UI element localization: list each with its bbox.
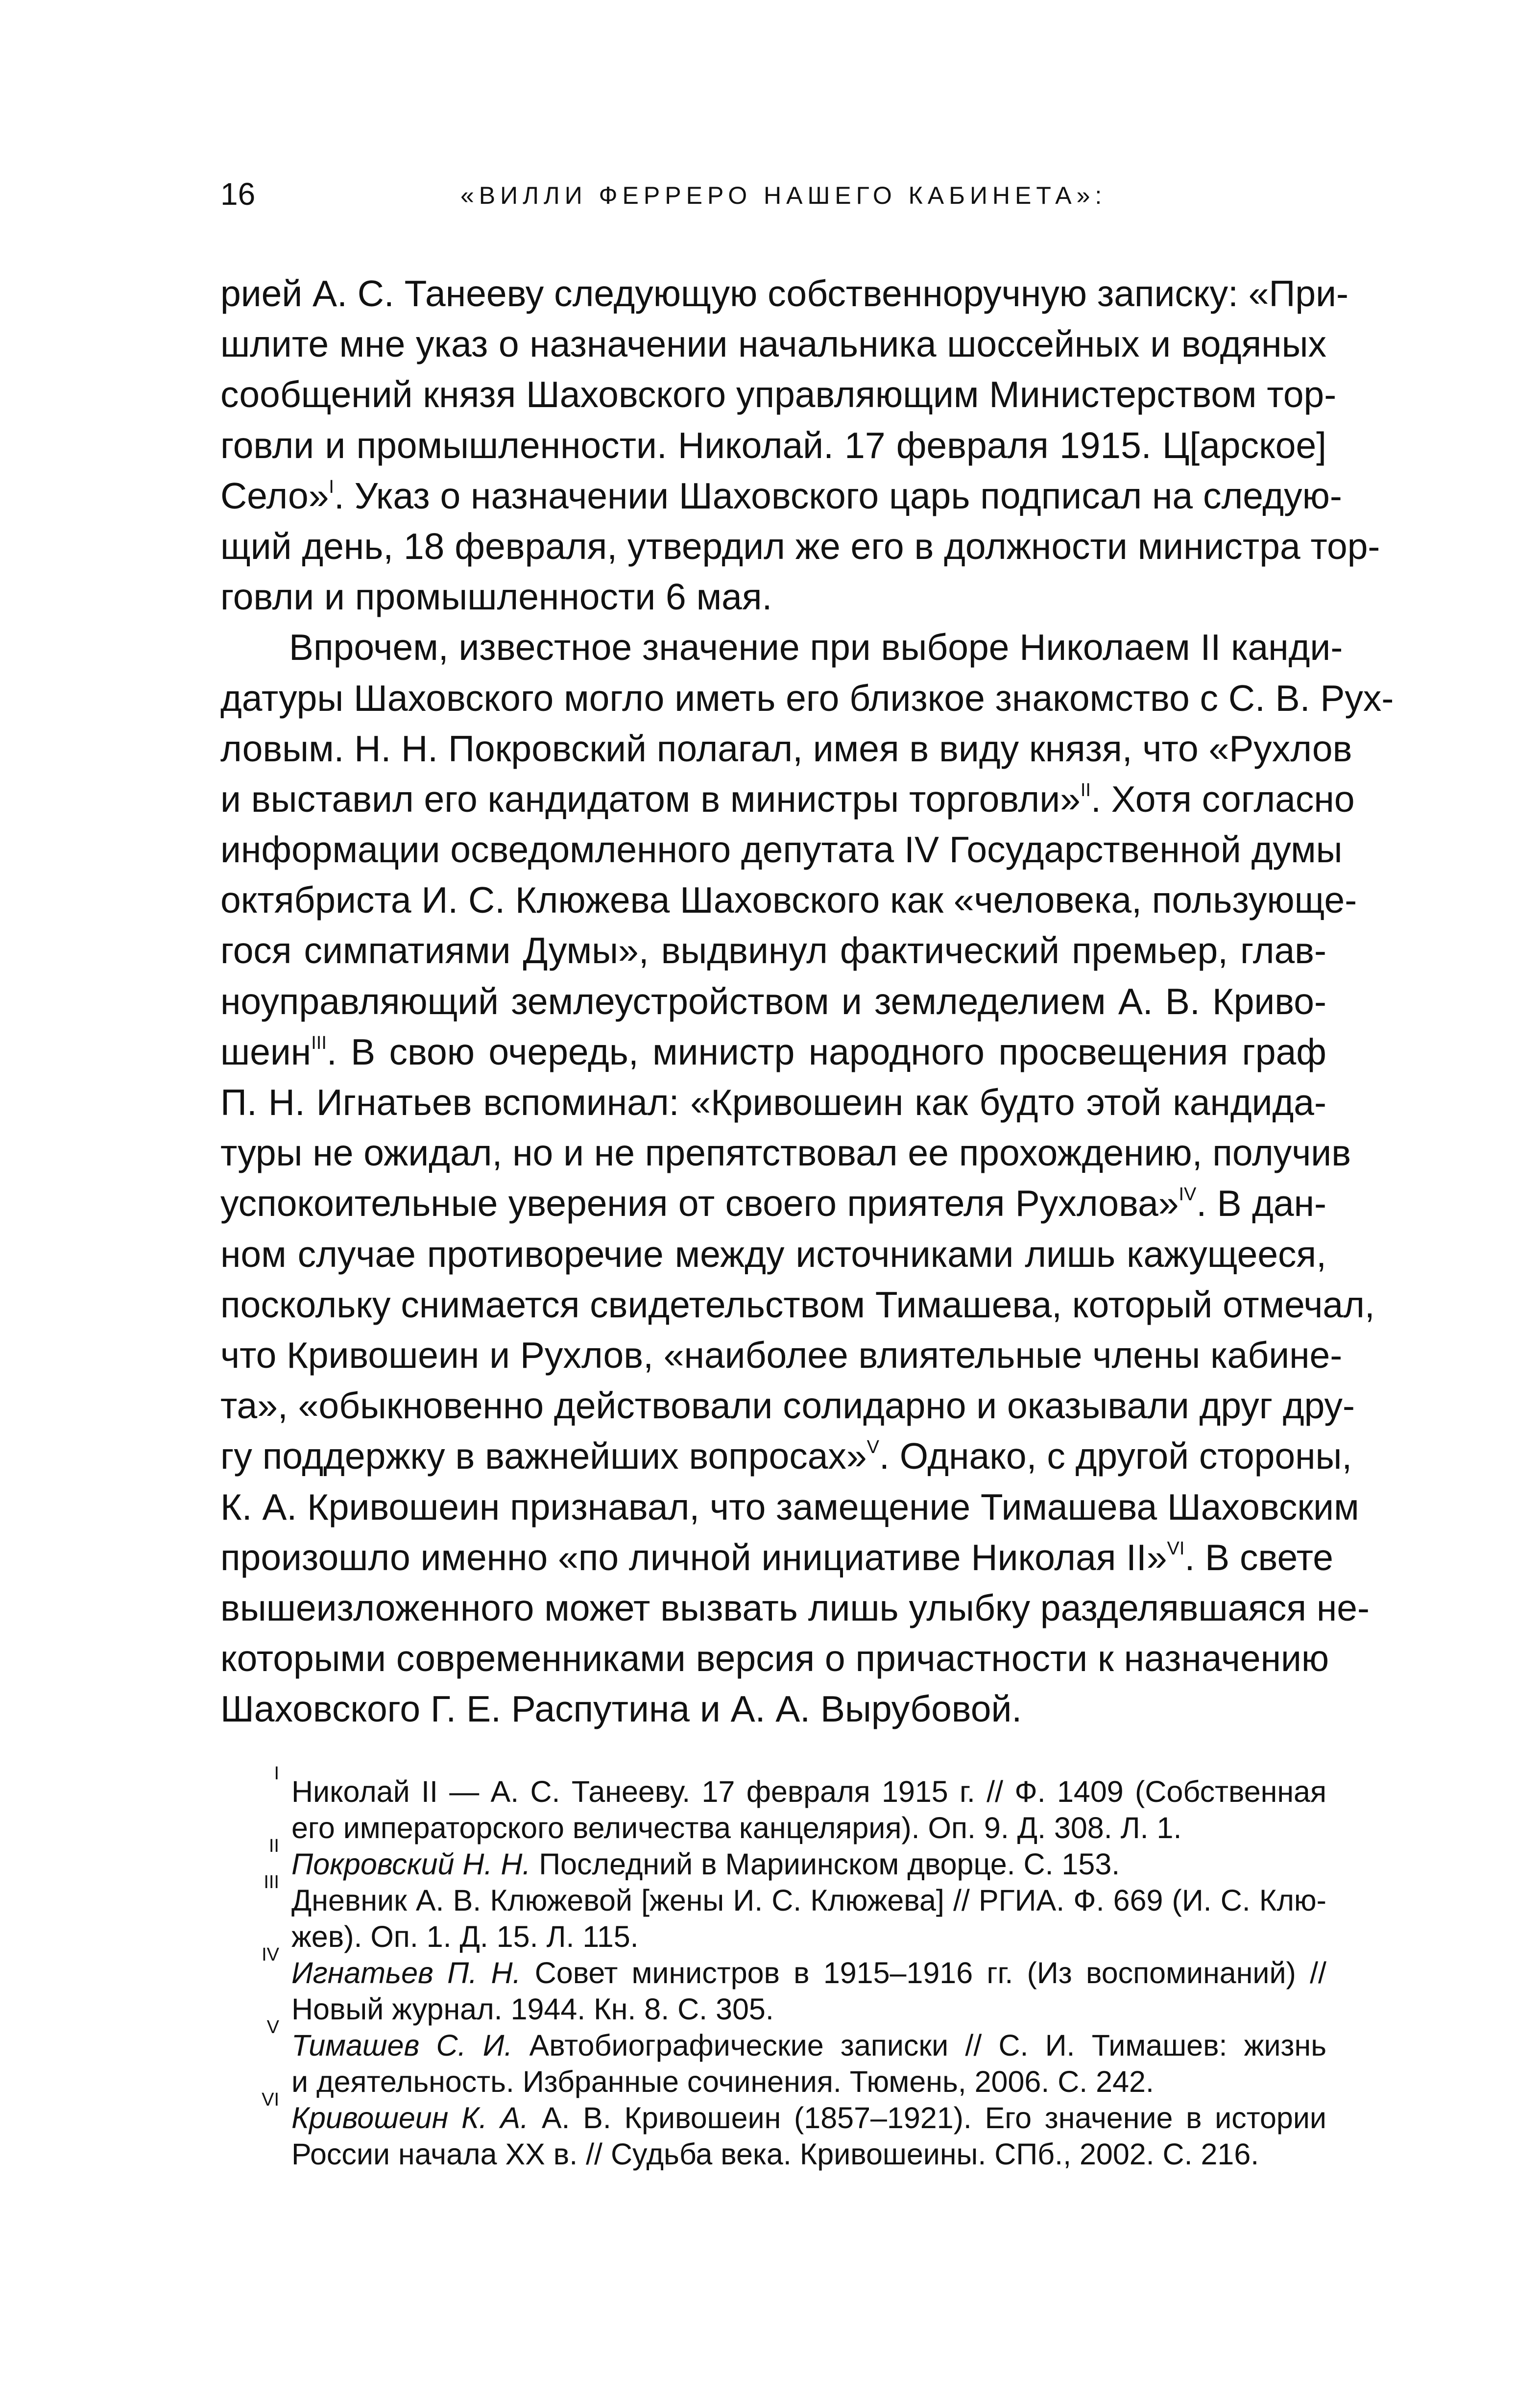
text-line: щий день, 18 февраля, утвердил же его в должности министра тор-	[220, 525, 1380, 567]
text-line: вышеизложенного может вызвать лишь улыбку разделявшаяся не-	[220, 1587, 1370, 1628]
footnote-ref-5[interactable]: V	[866, 1437, 880, 1458]
text-line: сообщений князя Шаховского управляющим Министерством тор-	[220, 374, 1337, 415]
footnote-text: Автобиографические записки // С. И. Тимашев: жизнь	[512, 2029, 1326, 2062]
text-line: П. Н. Игнатьев вспоминал: «Кривошеин как будто этой кандида-	[220, 1082, 1326, 1123]
footnote-mark: III	[264, 1872, 279, 1892]
text-line: ном случае противоречие между источниками лишь кажущееся,	[220, 1233, 1326, 1275]
footnote-line	[291, 1955, 1326, 1991]
running-title: «ВИЛЛИ ФЕРРЕРО НАШЕГО КАБИНЕТА»:	[460, 182, 1107, 209]
footnote-author: Тимашев С. И.	[291, 2029, 513, 2062]
footnote-1	[220, 1763, 1326, 1846]
text-run: успокоительные уверения от своего приятеля Рухлова»	[220, 1183, 1179, 1224]
text-line	[220, 1178, 1326, 1229]
text-line: говли и промышленности 6 мая.	[220, 576, 772, 618]
paragraph-1	[220, 268, 1380, 622]
text-line: октябриста И. С. Клюжева Шаховского как «человека, пользующе-	[220, 879, 1357, 921]
footnote-author: Игнатьев П. Н.	[291, 1956, 521, 1990]
text-line: К. А. Кривошеин признавал, что замещение Тимашева Шаховским	[220, 1486, 1359, 1528]
text-run: . В дан-	[1196, 1183, 1326, 1224]
text-run: Село»	[220, 475, 329, 516]
text-line: Впрочем, известное значение при выборе Николаем II канди-	[289, 627, 1343, 668]
footnote-line	[291, 2100, 1326, 2136]
text-run: шеин	[220, 1031, 312, 1072]
footnote-line: его императорского величества канцелярия). Оп. 9. Д. 308. Л. 1.	[291, 1811, 1182, 1844]
footnote-mark: IV	[262, 1944, 279, 1965]
footnote-line: жев). Оп. 1. Д. 15. Л. 115.	[291, 1920, 639, 1953]
text-line: информации осведомленного депутата IV Государственной думы	[220, 829, 1343, 871]
text-line: туры не ожидал, но и не препятствовал ее прохождению, получив	[220, 1132, 1351, 1174]
text-line: гося симпатиями Думы», выдвинул фактический премьер, глав-	[220, 930, 1326, 971]
footnote-ref-4[interactable]: IV	[1179, 1184, 1197, 1205]
text-line	[220, 1532, 1333, 1583]
text-line: говли и промышленности. Николай. 17 февраля 1915. Ц[арское]	[220, 424, 1326, 466]
footnote-text: А. В. Кривошеин (1857–1921). Его значение в истории	[529, 2101, 1326, 2135]
footnote-line: Николай II — А. С. Танееву. 17 февраля 1915 г. // Ф. 1409 (Собственная	[291, 1775, 1326, 1808]
footnote-mark: V	[266, 2017, 279, 2038]
text-run: и выставил его кандидатом в министры торговли»	[220, 778, 1081, 820]
footnote-line: и деятельность. Избранные сочинения. Тюмень, 2006. С. 242.	[291, 2065, 1154, 2098]
footnotes	[220, 1763, 1326, 2172]
footnote-line: России начала XX в. // Судьба века. Кривошеины. СПб., 2002. С. 216.	[291, 2137, 1259, 2171]
footnote-3	[220, 1872, 1326, 1955]
page-number: 16	[220, 176, 256, 212]
text-line: та», «обыкновенно действовали солидарно и оказывали друг дру-	[220, 1385, 1355, 1427]
footnote-mark: VI	[262, 2089, 279, 2110]
text-line: ноуправляющий землеустройством и земледелием А. В. Криво-	[220, 980, 1326, 1022]
footnote-ref-2[interactable]: II	[1080, 779, 1091, 801]
footnote-5	[220, 2017, 1326, 2100]
text-run: . Хотя согласно	[1090, 778, 1355, 820]
body-text	[220, 268, 1394, 1734]
footnote-mark: I	[274, 1763, 279, 1784]
footnote-author: Покровский Н. Н.	[291, 1847, 531, 1881]
footnote-2	[220, 1836, 1326, 1882]
footnote-line: Новый журнал. 1944. Кн. 8. С. 305.	[291, 1992, 774, 2026]
running-head	[220, 174, 1320, 218]
footnote-ref-3[interactable]: III	[311, 1032, 327, 1053]
text-line: шлите мне указ о назначении начальника шоссейных и водяных	[220, 323, 1326, 365]
footnote-text: Совет министров в 1915–1916 гг. (Из воспоминаний) //	[521, 1956, 1326, 1990]
footnote-line	[291, 2027, 1326, 2063]
text-line	[220, 774, 1355, 825]
footnote-ref-1[interactable]: I	[329, 476, 334, 497]
text-line	[220, 471, 1342, 521]
text-run: гу поддержку в важнейших вопросах»	[220, 1435, 867, 1477]
text-run: . В свете	[1184, 1536, 1333, 1578]
footnote-4	[220, 1944, 1326, 2027]
footnote-text: Последний в Мариинском дворце. С. 153.	[530, 1847, 1120, 1881]
text-line: что Кривошеин и Рухлов, «наиболее влиятельные члены кабине-	[220, 1334, 1343, 1376]
text-line	[220, 1027, 1326, 1077]
text-line: поскольку снимается свидетельством Тимашева, который отмечал,	[220, 1284, 1375, 1325]
footnote-line: Дневник А. В. Клюжевой [жены И. С. Клюжева] // РГИА. Ф. 669 (И. С. Клю-	[291, 1884, 1326, 1917]
text-line: ловым. Н. Н. Покровский полагал, имея в виду князя, что «Рухлов	[220, 728, 1352, 769]
text-line: рией А. С. Танееву следующую собственноручную записку: «При-	[220, 273, 1348, 314]
footnote-line	[291, 1846, 1326, 1882]
text-run: . Указ о назначении Шаховского царь подписал на следую-	[334, 475, 1342, 516]
text-run: произошло именно «по личной инициативе Николая II»	[220, 1536, 1167, 1578]
text-line: Шаховского Г. Е. Распутина и А. А. Вырубовой.	[220, 1688, 1022, 1730]
paragraph-2	[220, 622, 1394, 1734]
footnote-mark: II	[268, 1836, 279, 1856]
footnote-ref-6[interactable]: VI	[1167, 1538, 1185, 1559]
text-line	[220, 1431, 1352, 1481]
text-line: которыми современниками версия о причастности к назначению	[220, 1638, 1329, 1679]
text-line: датуры Шаховского могло иметь его близкое знакомство с С. В. Рух-	[220, 677, 1394, 719]
text-run: . Однако, с другой стороны,	[879, 1435, 1352, 1477]
footnote-author: Кривошеин К. А.	[291, 2101, 529, 2135]
footnote-6	[220, 2089, 1326, 2172]
text-run: . В свою очередь, министр народного просвещения граф	[326, 1031, 1326, 1072]
